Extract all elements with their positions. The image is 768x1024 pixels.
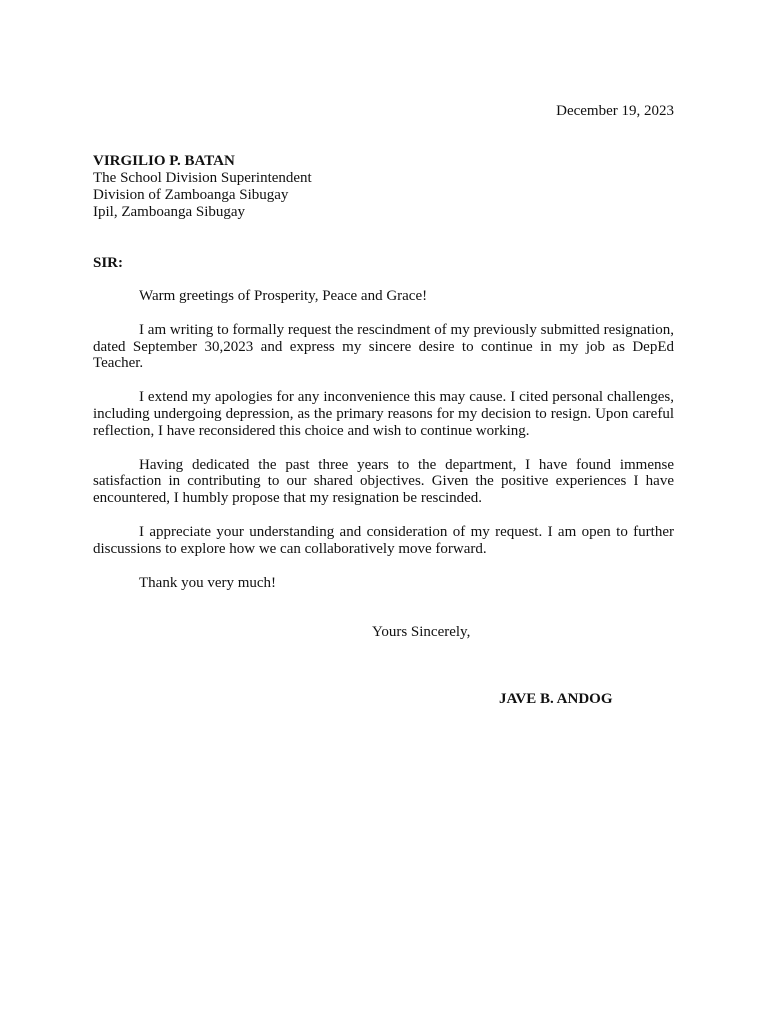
letter-body: [93, 288, 674, 608]
paragraph-request: I am writing to formally request the rescindment of my previously submitted resignation, dated September 30,2023 and express my sincere desire to continue in my job as DepEd Teacher.: [93, 321, 674, 372]
signatory-name: JAVE B. ANDOG: [499, 691, 613, 707]
letter-date: December 19, 2023: [556, 103, 674, 119]
paragraph-experience: Having dedicated the past three years to the department, I have found immense satisfaction in contributing to our shared objectives. Given the positive experiences I have encountered, I humbly propose that my resignation be rescinded.: [93, 456, 674, 507]
paragraph-appreciation: I appreciate your understanding and consideration of my request. I am open to further discussions to explore how we can collaboratively move forward.: [93, 523, 674, 557]
recipient-address: Ipil, Zamboanga Sibugay: [93, 204, 246, 220]
paragraph-thanks: Thank you very much!: [139, 574, 277, 591]
recipient-title: The School Division Superintendent: [93, 170, 312, 186]
paragraph-apology: I extend my apologies for any inconvenience this may cause. I cited personal challenges, including undergoing depression, as the primary reasons for my decision to resign. Upon careful reflection, I have reconsidered this choice and wish to continue working.: [93, 389, 674, 439]
closing: Yours Sincerely,: [372, 624, 471, 640]
paragraph-greeting: Warm greetings of Prosperity, Peace and Grace!: [139, 288, 428, 304]
recipient-division: Division of Zamboanga Sibugay: [93, 187, 289, 203]
recipient-block: [93, 153, 312, 221]
salutation: SIR:: [93, 255, 124, 271]
recipient-name: VIRGILIO P. BATAN: [93, 153, 235, 169]
